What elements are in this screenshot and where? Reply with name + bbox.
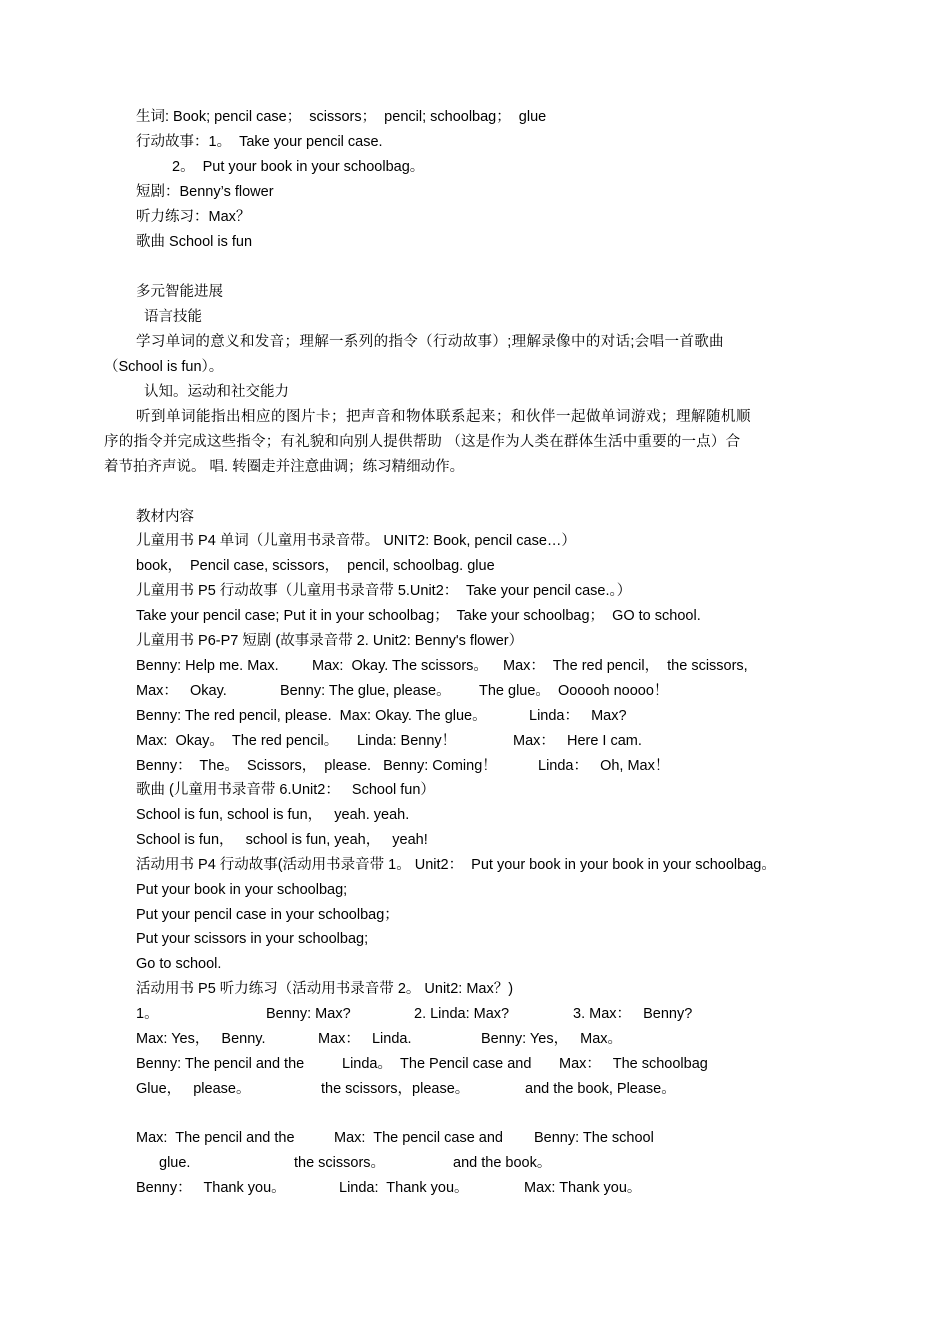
listening-cell: Linda。 The Pencil case and (342, 1056, 532, 1072)
listening-cell: the scissors。 (294, 1155, 386, 1171)
listening-cell: Max: The pencil case and (334, 1130, 503, 1146)
paragraph-cognitive-2: 序的指令并完成这些指令；有礼貌和向别人提供帮助 （这是作为人类在群体生活中重要的一点）合 (104, 434, 741, 450)
listening-cell: Benny: Max? (266, 1006, 351, 1022)
activity-line: Put your scissors in your schoolbag; (136, 931, 369, 947)
listening-cell: Max： The schoolbag (559, 1056, 708, 1072)
song-heading: 歌曲 (儿童用书录音带 6.Unit2： School fun） (136, 782, 435, 798)
subheading-language: 语言技能 (144, 309, 202, 325)
song-line: 歌曲 School is fun (136, 234, 253, 250)
dialog-cell: Benny： The。 Scissors， please. Benny: Coming！ (136, 758, 497, 774)
dialog-cell: Linda： Max? (529, 708, 627, 724)
content-line-p5: 儿童用书 P5 行动故事（儿童用书录音带 5.Unit2： Take your pencil case.。） (136, 583, 632, 599)
content-line-p6: 儿童用书 P6-P7 短剧 (故事录音带 2. Unit2: Benny's flower） (136, 633, 524, 649)
activity-p5-heading: 活动用书 P5 听力练习（活动用书录音带 2。 Unit2: Max？) (136, 981, 514, 997)
listening-cell: Max: Yes， Benny. (136, 1031, 266, 1047)
listening-cell: Glue， please。 (136, 1081, 251, 1097)
dialog-cell: Max： Okay. (136, 683, 227, 699)
action-story-line-1: 行动故事：1。 Take your pencil case. (136, 134, 383, 150)
listening-cell: Benny： Thank you。 (136, 1180, 286, 1196)
listening-cell: Benny: The school (534, 1130, 654, 1146)
activity-line: Put your pencil case in your schoolbag； (136, 907, 399, 923)
subheading-cognitive: 认知。运动和社交能力 (144, 384, 289, 400)
dialog-cell: Benny: The glue, please。 (280, 683, 451, 699)
action-story-line-2: 2。 Put your book in your schoolbag。 (172, 159, 425, 175)
section-heading-content: 教材内容 (136, 509, 194, 525)
listening-cell: 2. Linda: Max? (414, 1006, 510, 1022)
listening-cell: the scissors，please。 (321, 1081, 470, 1097)
listening-line: 听力练习：Max？ (136, 209, 251, 225)
section-heading-intelligence: 多元智能进展 (136, 284, 223, 300)
paragraph-cognitive-1: 听到单词能指出相应的图片卡；把声音和物体联系起来；和伙伴一起做单词游戏；理解随机顺 (136, 409, 751, 425)
vocab-line: 生词: Book; pencil case； scissors； pencil; schoolbag； glue (136, 109, 547, 125)
listening-cell: and the book。 (453, 1155, 552, 1171)
paragraph-language-2: （School is fun）。 (104, 359, 224, 375)
listening-cell: Benny: The pencil and the (136, 1056, 305, 1072)
listening-cell: 1。 (136, 1006, 159, 1022)
dialog-cell: Max: Okay. The scissors。 (312, 658, 488, 674)
listening-cell: glue. (159, 1155, 191, 1171)
activity-line: Go to school. (136, 956, 222, 972)
listening-cell: Max: Thank you。 (524, 1180, 642, 1196)
song-lyric: School is fun， school is fun, yeah， yeah! (136, 832, 428, 848)
song-lyric: School is fun, school is fun， yeah. yeah. (136, 807, 410, 823)
dialog-cell: Max： Here I cam. (513, 733, 642, 749)
listening-cell: 3. Max： Benny? (573, 1006, 693, 1022)
content-line-p4: 儿童用书 P4 单词（儿童用书录音带。 UNIT2: Book, pencil case…） (136, 533, 576, 549)
content-line-take: Take your pencil case; Put it in your schoolbag； Take your schoolbag； GO to school. (136, 608, 701, 624)
listening-cell: and the book, Please。 (525, 1081, 676, 1097)
dialog-cell: Linda: Benny！ (357, 733, 457, 749)
dialog-cell: Benny: Help me. Max. (136, 658, 279, 674)
paragraph-language-1: 学习单词的意义和发音；理解一系列的指令（行动故事）;理解录像中的对话;会唱一首歌曲 (136, 334, 724, 350)
paragraph-cognitive-3: 着节拍齐声说。 唱. 转圈走并注意曲调；练习精细动作。 (104, 459, 465, 475)
activity-p4-heading: 活动用书 P4 行动故事(活动用书录音带 1。 Unit2： Put your book in your book in your schoolbag。 (136, 857, 776, 873)
dialog-cell: Benny: The red pencil, please. Max: Okay. The glue。 (136, 708, 487, 724)
listening-cell: Benny: Yes， Max。 (481, 1031, 623, 1047)
dialog-cell: Max: Okay。 The red pencil。 (136, 733, 339, 749)
drama-line: 短剧：Benny’s flower (136, 184, 274, 200)
dialog-cell: Max： The red pencil， the scissors, (503, 658, 748, 674)
dialog-cell: The glue。 Oooooh noooo！ (479, 683, 669, 699)
listening-cell: Max： Linda. (318, 1031, 412, 1047)
activity-line: Put your book in your schoolbag; (136, 882, 348, 898)
dialog-cell: Linda： Oh, Max！ (538, 758, 670, 774)
listening-cell: Max: The pencil and the (136, 1130, 295, 1146)
listening-cell: Linda: Thank you。 (339, 1180, 469, 1196)
content-line-words: book， Pencil case, scissors， pencil, schoolbag. glue (136, 558, 495, 574)
